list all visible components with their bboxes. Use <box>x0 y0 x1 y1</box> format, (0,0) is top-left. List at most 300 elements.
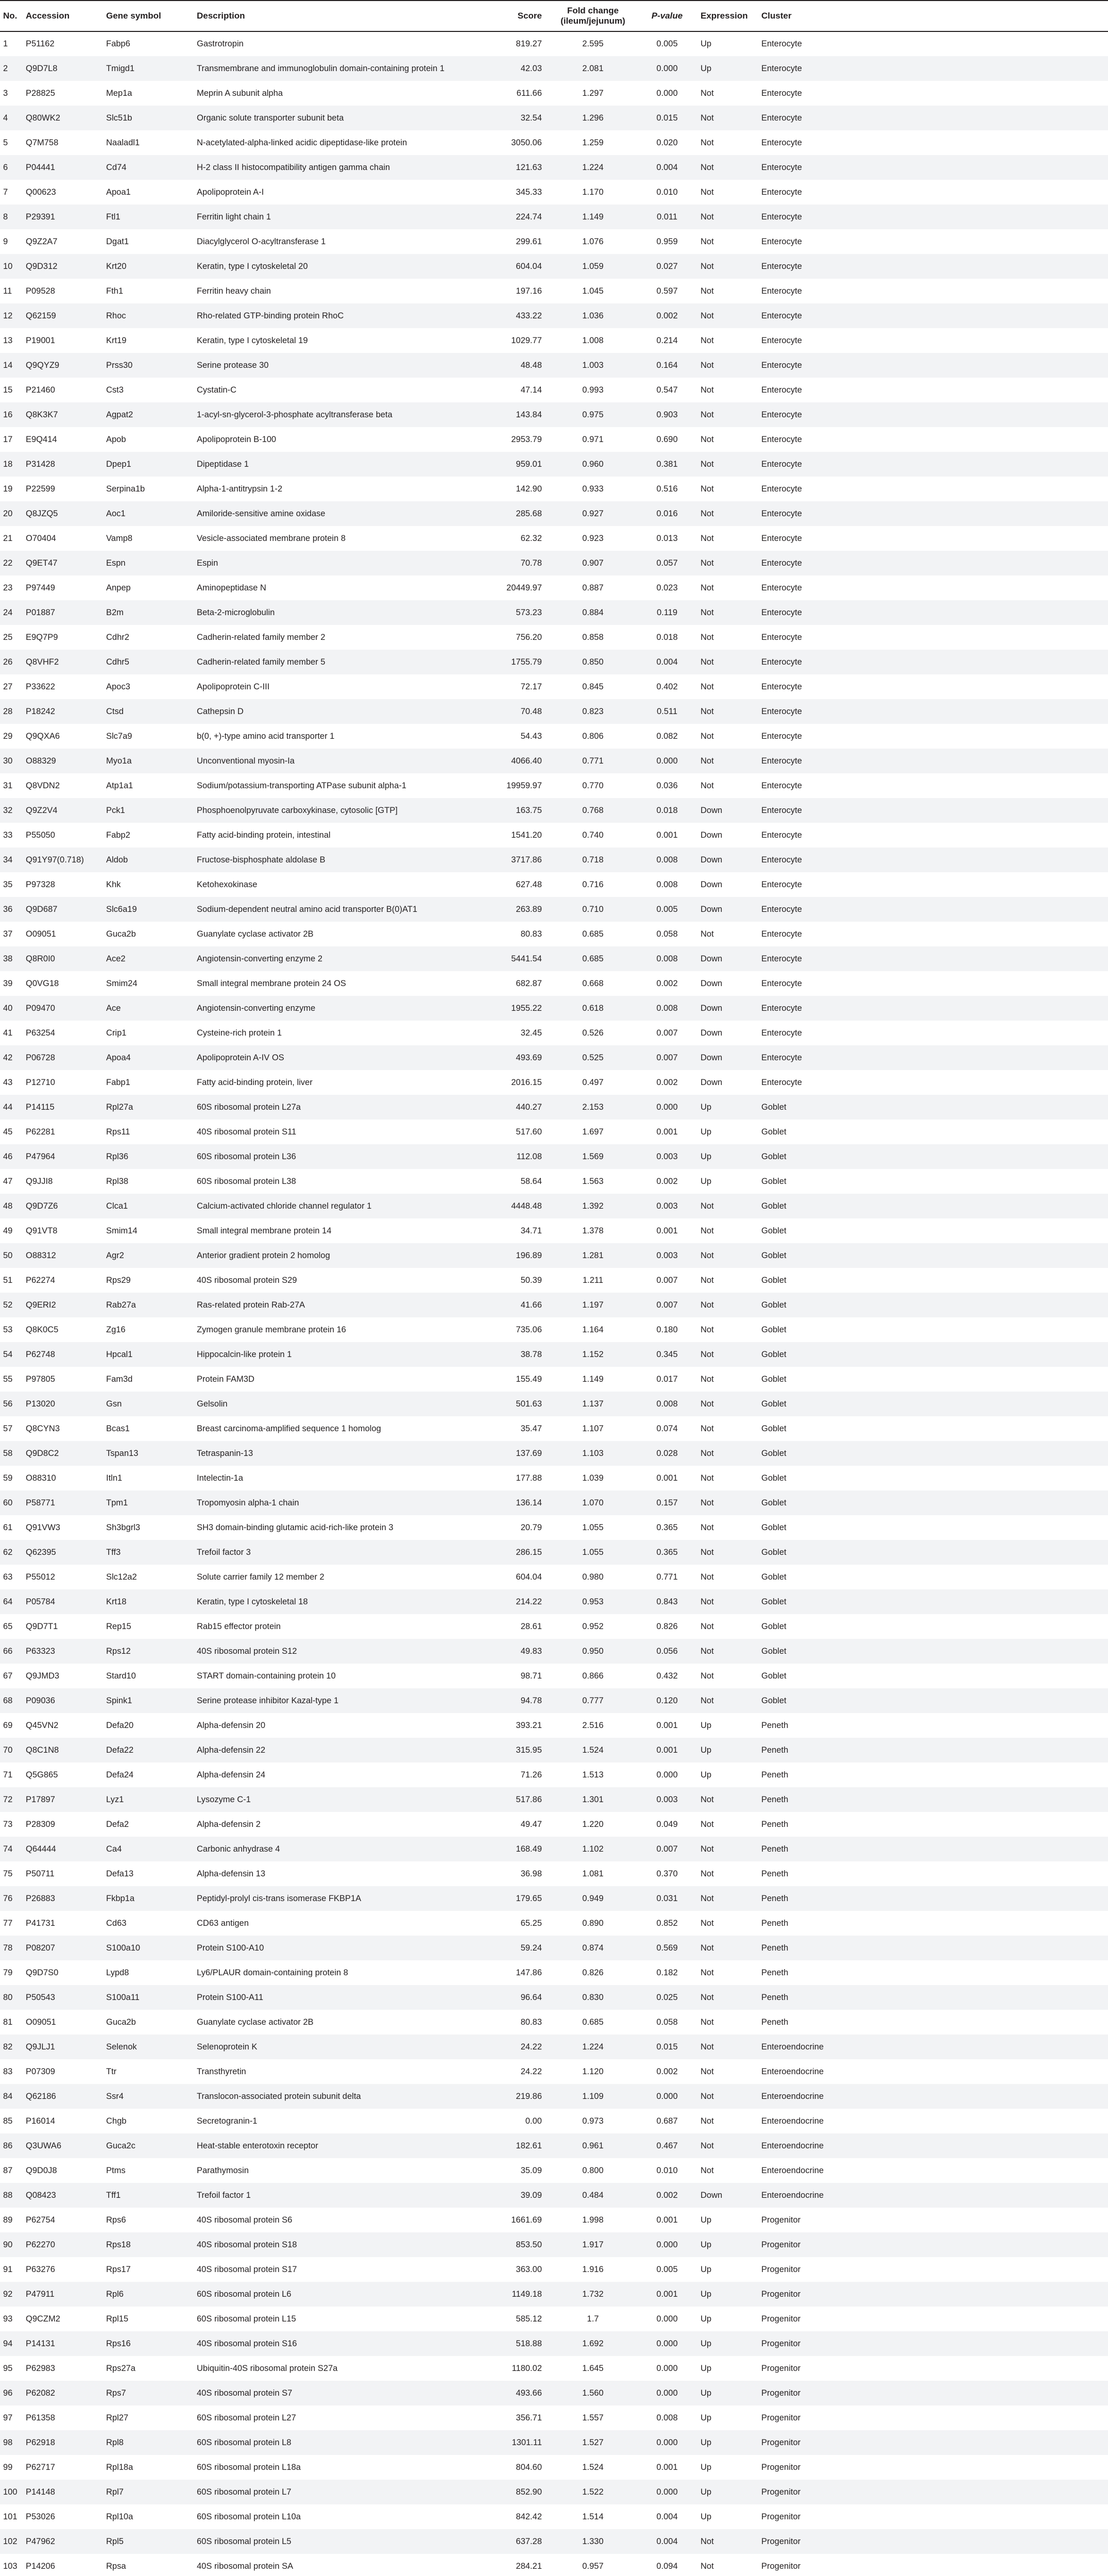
cell-expression: Not <box>697 106 758 130</box>
cell-cluster: Enterocyte <box>758 897 1108 922</box>
p-value-label: P-value <box>651 11 683 21</box>
cell-no: 49 <box>3 1226 13 1235</box>
cell-accession: Q91Y97(0.718) <box>23 848 103 872</box>
cell-score: 4448.48 <box>472 1194 549 1218</box>
cell-expression: Down <box>697 848 758 872</box>
cell-expression: Not <box>701 1473 714 1483</box>
cell-description: Ketohexokinase <box>197 879 258 889</box>
cell-gene-symbol: Tff3 <box>103 1540 194 1565</box>
cell-gene-symbol: Rps27a <box>106 2363 135 2373</box>
cell-accession: O09051 <box>26 2017 56 2027</box>
cell-expression: Not <box>701 1621 714 1631</box>
cell-accession: P21460 <box>26 385 55 395</box>
cell-description: 60S ribosomal protein L36 <box>194 1144 472 1169</box>
cell-expression: Not <box>701 533 714 543</box>
cell-description: Calcium-activated chloride channel regulator 1 <box>194 1194 472 1218</box>
cell-gene-symbol: Rpl36 <box>103 1144 194 1169</box>
cell-no: 20 <box>0 501 23 526</box>
cell-description: Phosphoenolpyruvate carboxykinase, cytosolic [GTP] <box>194 798 472 823</box>
cell-score: 137.69 <box>472 1441 549 1466</box>
cell-p-value: 0.180 <box>656 1325 678 1334</box>
cell-fold-change: 0.993 <box>582 385 604 395</box>
cell-no: 70 <box>0 1738 23 1762</box>
cell-p-value: 0.008 <box>637 996 697 1021</box>
cell-description: Rab15 effector protein <box>197 1621 281 1631</box>
cell-p-value: 0.345 <box>637 1342 697 1367</box>
cell-fold-change: 0.949 <box>549 1886 637 1911</box>
cell-expression: Not <box>701 1275 714 1285</box>
cell-cluster: Goblet <box>758 1540 1108 1565</box>
cell-fold-change: 0.960 <box>549 452 637 477</box>
cell-expression: Not <box>701 2561 714 2571</box>
cell-accession: P05784 <box>23 1589 103 1614</box>
cell-p-value: 0.002 <box>656 978 678 988</box>
table-row <box>0 749 1108 773</box>
cell-no: 4 <box>0 106 23 130</box>
cell-gene-symbol: Defa20 <box>106 1720 134 1730</box>
cell-gene-symbol: B2m <box>103 600 194 625</box>
cell-fold-change: 0.771 <box>549 749 637 773</box>
cell-accession: P53026 <box>26 2512 55 2521</box>
cell-gene-symbol: Defa22 <box>103 1738 194 1762</box>
cell-gene-symbol: Aldob <box>103 848 194 872</box>
cell-fold-change: 0.907 <box>549 551 637 575</box>
cell-score: 284.21 <box>516 2561 542 2571</box>
cell-gene-symbol: Bcas1 <box>106 1423 130 1433</box>
cell-p-value: 0.003 <box>637 1194 697 1218</box>
cell-p-value: 0.903 <box>637 402 697 427</box>
cell-description: Keratin, type I cytoskeletal 19 <box>197 335 308 345</box>
cell-fold-change: 1.081 <box>582 1869 604 1878</box>
cell-score: 735.06 <box>516 1325 542 1334</box>
table-row <box>0 897 1108 922</box>
cell-accession: P97805 <box>26 1374 55 1384</box>
cell-cluster: Goblet <box>761 1572 787 1582</box>
cell-cluster: Goblet <box>761 1275 787 1285</box>
cell-expression: Not <box>701 1325 714 1334</box>
cell-score: 168.49 <box>472 1837 549 1861</box>
table-row <box>0 1837 1108 1861</box>
cell-gene-symbol: Krt20 <box>103 254 194 279</box>
cell-accession: P19001 <box>26 335 55 345</box>
cell-gene-symbol: Espn <box>103 551 194 575</box>
cell-gene-symbol: S100a11 <box>103 1985 194 2010</box>
col-header-gene-symbol: Gene symbol <box>103 1 194 31</box>
cell-gene-symbol: Spink1 <box>103 1688 194 1713</box>
cell-expression: Not <box>697 402 758 427</box>
cell-expression: Not <box>697 1441 758 1466</box>
cell-description: Ly6/PLAUR domain-containing protein 8 <box>197 1968 348 1977</box>
cell-cluster: Enterocyte <box>758 946 1108 971</box>
cell-accession: Q9JJI8 <box>26 1176 53 1186</box>
cell-gene-symbol: Khk <box>106 879 121 889</box>
cell-no: 3 <box>3 88 8 98</box>
cell-gene-symbol: Rpl27a <box>103 1095 194 1120</box>
cell-cluster: Enterocyte <box>758 501 1108 526</box>
cell-description: Espin <box>194 551 472 575</box>
cell-no: 65 <box>3 1621 13 1631</box>
cell-gene-symbol: Slc51b <box>103 106 194 130</box>
cell-gene-symbol: Pck1 <box>103 798 194 823</box>
cell-fold-change: 1.120 <box>582 2066 604 2076</box>
cell-score: 637.28 <box>472 2529 549 2554</box>
cell-score: 24.22 <box>520 2066 542 2076</box>
cell-gene-symbol: Guca2b <box>106 2017 136 2027</box>
cell-no: 16 <box>0 402 23 427</box>
table-row <box>0 1317 1108 1342</box>
cell-fold-change: 1.697 <box>582 1127 604 1137</box>
cell-no: 96 <box>0 2381 23 2405</box>
cell-expression: Up <box>697 1738 758 1762</box>
col-header-cluster: Cluster <box>758 1 1108 31</box>
cell-description: Keratin, type I cytoskeletal 20 <box>194 254 472 279</box>
cell-description: 40S ribosomal protein S18 <box>194 2232 472 2257</box>
cell-p-value: 0.005 <box>656 39 678 48</box>
cell-no: 93 <box>3 2314 13 2324</box>
cell-description: Fructose-bisphosphate aldolase B <box>194 848 472 872</box>
cell-cluster: Enterocyte <box>761 781 802 790</box>
cell-description: Fatty acid-binding protein, liver <box>197 1077 313 1087</box>
cell-cluster: Goblet <box>758 1144 1108 1169</box>
cell-accession: P28309 <box>26 1819 55 1829</box>
cell-description: 60S ribosomal protein L7 <box>194 2480 472 2504</box>
table-row <box>0 2257 1108 2282</box>
cell-description: 40S ribosomal protein S11 <box>197 1127 297 1137</box>
cell-no: 69 <box>3 1720 13 1730</box>
table-row <box>0 2430 1108 2455</box>
cell-description: Apolipoprotein A-IV OS <box>194 1045 472 1070</box>
cell-p-value: 0.003 <box>637 1787 697 1812</box>
cell-description: Unconventional myosin-Ia <box>194 749 472 773</box>
table-row <box>0 427 1108 452</box>
cell-no: 54 <box>0 1342 23 1367</box>
cell-fold-change: 1.301 <box>549 1787 637 1812</box>
cell-accession: P62270 <box>23 2232 103 2257</box>
table-row <box>0 1268 1108 1293</box>
cell-no: 10 <box>0 254 23 279</box>
cell-no: 45 <box>3 1127 13 1137</box>
cell-score: 1541.20 <box>511 830 542 840</box>
cell-p-value: 0.467 <box>637 2133 697 2158</box>
cell-gene-symbol: Rps29 <box>106 1275 131 1285</box>
cell-cluster: Enterocyte <box>761 632 802 642</box>
cell-gene-symbol: Fabp1 <box>106 1077 130 1087</box>
cell-p-value: 0.008 <box>656 879 678 889</box>
cell-gene-symbol: Fabp2 <box>106 830 130 840</box>
cell-description: Tetraspanin-13 <box>194 1441 472 1466</box>
cell-expression: Up <box>697 2282 758 2307</box>
table-row <box>0 2208 1108 2232</box>
cell-accession: Q8C1N8 <box>23 1738 103 1762</box>
cell-expression: Down <box>697 798 758 823</box>
cell-description: Solute carrier family 12 member 2 <box>197 1572 325 1582</box>
cell-gene-symbol: Rpl7 <box>103 2480 194 2504</box>
cell-p-value: 0.018 <box>637 798 697 823</box>
cell-score: 2016.15 <box>511 1077 542 1087</box>
cell-accession: Q5G865 <box>26 1770 58 1780</box>
cell-no: 99 <box>3 2462 13 2472</box>
cell-accession: Q9D7L8 <box>23 56 103 81</box>
cell-fold-change: 1.036 <box>549 303 637 328</box>
cell-description: Cystatin-C <box>197 385 237 395</box>
cell-p-value: 0.002 <box>637 2183 697 2208</box>
cell-gene-symbol: Itln1 <box>106 1473 123 1483</box>
cell-accession: Q3UWA6 <box>23 2133 103 2158</box>
cell-fold-change: 0.973 <box>582 2116 604 2126</box>
cell-fold-change: 1.563 <box>582 1176 604 1186</box>
cell-no: 97 <box>3 2413 13 2422</box>
cell-description: Apolipoprotein C-III <box>197 682 270 691</box>
cell-cluster: Enterocyte <box>758 56 1108 81</box>
cell-no: 74 <box>0 1837 23 1861</box>
cell-expression: Up <box>701 2462 712 2472</box>
cell-p-value: 0.001 <box>637 2282 697 2307</box>
cell-description: b(0, +)-type amino acid transporter 1 <box>197 731 335 741</box>
table-row <box>0 1441 1108 1466</box>
cell-p-value: 0.000 <box>637 1095 697 1120</box>
cell-expression: Not <box>697 1490 758 1515</box>
cell-p-value: 0.569 <box>637 1936 697 1960</box>
cell-expression: Not <box>697 1293 758 1317</box>
cell-expression: Not <box>697 1886 758 1911</box>
cell-p-value: 0.843 <box>637 1589 697 1614</box>
cell-expression: Not <box>697 650 758 674</box>
cell-description: 60S ribosomal protein L6 <box>194 2282 472 2307</box>
cell-expression: Down <box>701 830 723 840</box>
cell-score: 756.20 <box>516 632 542 642</box>
cell-score: 0.00 <box>525 2116 542 2126</box>
cell-description: Angiotensin-converting enzyme 2 <box>194 946 472 971</box>
cell-description: Dipeptidase 1 <box>194 452 472 477</box>
col-header-p-value <box>637 1 697 31</box>
cell-score: 852.90 <box>472 2480 549 2504</box>
cell-p-value: 0.000 <box>637 2381 697 2405</box>
cell-accession: P62754 <box>26 2215 55 2225</box>
cell-no: 61 <box>3 1522 13 1532</box>
cell-fold-change: 1.107 <box>582 1423 604 1433</box>
cell-description: Alpha-defensin 24 <box>197 1770 266 1780</box>
cell-no: 95 <box>3 2363 13 2373</box>
table-row <box>0 1713 1108 1738</box>
table-row <box>0 1218 1108 1243</box>
cell-cluster: Goblet <box>758 1639 1108 1664</box>
cell-accession: Q9Z2A7 <box>26 236 58 246</box>
table-row <box>0 1243 1108 1268</box>
cell-score: 41.66 <box>472 1293 549 1317</box>
cell-description: Ferritin light chain 1 <box>194 205 472 229</box>
cell-expression: Not <box>697 2133 758 2158</box>
cell-no: 75 <box>3 1869 13 1878</box>
cell-accession: Q8K3K7 <box>23 402 103 427</box>
cell-accession: P97449 <box>26 583 55 592</box>
cell-description: Peptidyl-prolyl cis-trans isomerase FKBP1A <box>194 1886 472 1911</box>
cell-cluster: Peneth <box>758 1738 1108 1762</box>
cell-fold-change: 0.777 <box>549 1688 637 1713</box>
cell-cluster: Peneth <box>761 1968 789 1977</box>
cell-expression: Not <box>697 1540 758 1565</box>
cell-gene-symbol: S100a10 <box>103 1936 194 1960</box>
cell-p-value: 0.001 <box>656 2215 678 2225</box>
cell-accession: P26883 <box>23 1886 103 1911</box>
cell-expression: Up <box>697 1095 758 1120</box>
cell-score: 49.83 <box>472 1639 549 1664</box>
cell-fold-change: 0.953 <box>549 1589 637 1614</box>
cell-score: 142.90 <box>516 484 542 494</box>
cell-no: 35 <box>3 879 13 889</box>
cell-accession: Q62395 <box>23 1540 103 1565</box>
cell-no: 2 <box>0 56 23 81</box>
cell-gene-symbol: Ace <box>103 996 194 1021</box>
cell-fold-change: 0.770 <box>582 781 604 790</box>
cell-no: 71 <box>3 1770 13 1780</box>
cell-no: 89 <box>3 2215 13 2225</box>
cell-no: 76 <box>0 1886 23 1911</box>
cell-accession: P14115 <box>23 1095 103 1120</box>
cell-p-value: 0.001 <box>656 1226 678 1235</box>
cell-no: 12 <box>0 303 23 328</box>
cell-gene-symbol: Gsn <box>103 1392 194 1416</box>
cell-description: Guanylate cyclase activator 2B <box>197 929 314 939</box>
cell-accession: P09528 <box>26 286 55 296</box>
table-row <box>0 1021 1108 1045</box>
cell-description: Angiotensin-converting enzyme <box>194 996 472 1021</box>
cell-cluster: Goblet <box>761 1671 787 1681</box>
cell-fold-change: 1.998 <box>582 2215 604 2225</box>
cell-gene-symbol: Cd63 <box>106 1918 127 1928</box>
cell-cluster: Enterocyte <box>758 996 1108 1021</box>
cell-expression: Not <box>697 353 758 378</box>
cell-cluster: Goblet <box>758 1688 1108 1713</box>
cell-score: 3050.06 <box>511 138 542 147</box>
cell-description: Beta-2-microglobulin <box>194 600 472 625</box>
cell-description: Lysozyme C-1 <box>194 1787 472 1812</box>
cell-expression: Up <box>701 2363 712 2373</box>
cell-fold-change: 1.296 <box>549 106 637 130</box>
cell-p-value: 0.020 <box>656 138 678 147</box>
cell-fold-change: 0.740 <box>582 830 604 840</box>
cell-p-value: 0.001 <box>656 1473 678 1483</box>
cell-score: 96.64 <box>472 1985 549 2010</box>
table-row <box>0 1936 1108 1960</box>
cell-p-value: 0.036 <box>656 781 678 790</box>
table-row <box>0 378 1108 402</box>
cell-accession: P41731 <box>26 1918 55 1928</box>
cell-score: 177.88 <box>516 1473 542 1483</box>
cell-description: Cysteine-rich protein 1 <box>197 1028 282 1038</box>
cell-fold-change: 1.224 <box>549 2035 637 2059</box>
cell-fold-change: 1.917 <box>549 2232 637 2257</box>
cell-cluster: Enterocyte <box>761 830 802 840</box>
cell-no: 88 <box>0 2183 23 2208</box>
cell-gene-symbol: Guca2c <box>103 2133 194 2158</box>
table-row <box>0 2331 1108 2356</box>
cell-accession: P33622 <box>26 682 55 691</box>
cell-cluster: Enterocyte <box>758 106 1108 130</box>
cell-p-value: 0.008 <box>637 1392 697 1416</box>
cell-p-value: 0.058 <box>656 929 678 939</box>
cell-description: 40S ribosomal protein SA <box>197 2561 294 2571</box>
cell-fold-change: 0.890 <box>582 1918 604 1928</box>
cell-expression: Not <box>701 434 714 444</box>
cell-no: 46 <box>0 1144 23 1169</box>
cell-expression: Down <box>701 879 723 889</box>
table-row <box>0 699 1108 724</box>
cell-fold-change: 0.887 <box>582 583 604 592</box>
cell-no: 32 <box>0 798 23 823</box>
cell-p-value: 0.023 <box>656 583 678 592</box>
cell-cluster: Enteroendocrine <box>761 2165 824 2175</box>
cell-p-value: 0.007 <box>656 1028 678 1038</box>
cell-p-value: 0.016 <box>637 501 697 526</box>
cell-description: Apolipoprotein B-100 <box>197 434 277 444</box>
cell-score: 62.32 <box>520 533 542 543</box>
cell-score: 1755.79 <box>472 650 549 674</box>
cell-cluster: Peneth <box>758 1837 1108 1861</box>
cell-no: 18 <box>0 452 23 477</box>
cell-p-value: 0.402 <box>656 682 678 691</box>
cell-gene-symbol: Clca1 <box>103 1194 194 1218</box>
cell-accession: P62274 <box>26 1275 55 1285</box>
table-row <box>0 1911 1108 1936</box>
table-row <box>0 2554 1108 2576</box>
cell-p-value: 0.000 <box>656 2363 678 2373</box>
cell-accession: P62918 <box>23 2430 103 2455</box>
cell-accession: P07309 <box>26 2066 55 2076</box>
cell-expression: Not <box>701 583 714 592</box>
cell-no: 38 <box>0 946 23 971</box>
cell-accession: P61358 <box>26 2413 55 2422</box>
cell-accession: Q9ET47 <box>23 551 103 575</box>
cell-accession: P63254 <box>26 1028 55 1038</box>
cell-cluster: Peneth <box>758 1787 1108 1812</box>
cell-no: 8 <box>0 205 23 229</box>
cell-expression: Up <box>701 2413 712 2422</box>
cell-gene-symbol: Crip1 <box>106 1028 127 1038</box>
cell-p-value: 0.010 <box>656 187 678 197</box>
table-row <box>0 2133 1108 2158</box>
cell-fold-change: 1.569 <box>549 1144 637 1169</box>
cell-p-value: 0.000 <box>637 749 697 773</box>
cell-description: Trefoil factor 3 <box>194 1540 472 1565</box>
cell-no: 73 <box>3 1819 13 1829</box>
cell-fold-change: 0.716 <box>582 879 604 889</box>
cell-cluster: Progenitor <box>758 2430 1108 2455</box>
cell-accession: Q9D0J8 <box>26 2165 57 2175</box>
cell-accession: Q9Z2V4 <box>23 798 103 823</box>
table-row <box>0 1738 1108 1762</box>
cell-no: 58 <box>0 1441 23 1466</box>
cell-description: 40S ribosomal protein S16 <box>194 2331 472 2356</box>
cell-no: 101 <box>3 2512 18 2521</box>
cell-cluster: Enteroendocrine <box>758 2084 1108 2109</box>
cell-description: 40S ribosomal protein S7 <box>194 2381 472 2405</box>
cell-accession: Q9JMD3 <box>26 1671 60 1681</box>
cell-gene-symbol: Prss30 <box>103 353 194 378</box>
table-row <box>0 2109 1108 2133</box>
table-row <box>0 279 1108 303</box>
table-row <box>0 130 1108 155</box>
cell-accession: O88310 <box>26 1473 56 1483</box>
cell-expression: Up <box>697 2480 758 2504</box>
cell-description: Cadherin-related family member 2 <box>197 632 326 642</box>
cell-accession: P62281 <box>26 1127 55 1137</box>
cell-description: Guanylate cyclase activator 2B <box>197 2017 314 2027</box>
cell-description: Sodium-dependent neutral amino acid transporter B(0)AT1 <box>194 897 472 922</box>
cell-accession: P18242 <box>23 699 103 724</box>
table-row <box>0 2356 1108 2381</box>
cell-no: 14 <box>0 353 23 378</box>
cell-cluster: Enterocyte <box>761 335 802 345</box>
